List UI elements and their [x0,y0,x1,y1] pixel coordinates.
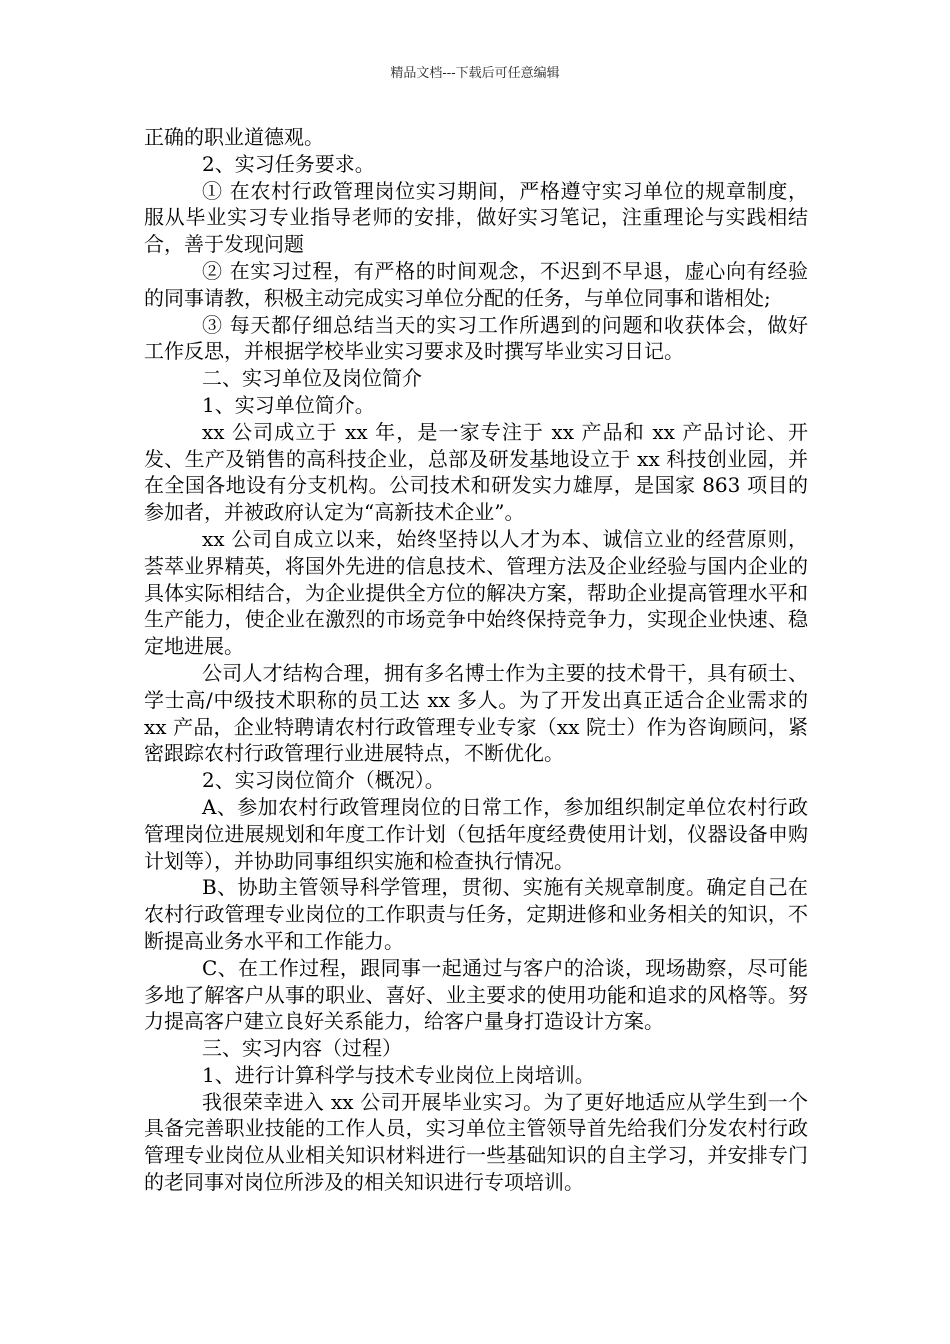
paragraph-company-principles: xx 公司自成立以来，始终坚持以人才为本、诚信立业的经营原则，荟萃业界精英，将国外先进的信息技术、管理方法及企业经验与国内企业的具体实际相结合，为企业提供全方位的解决方案，帮助企业提高管理水平和生产能力，使企业在激烈的市场竞争中始终保持竞争力，实现企业快速、稳定地进展。 [144,526,808,659]
paragraph-duty-a: A、参加农村行政管理岗位的日常工作，参加组织制定单位农村行政管理岗位进展规划和年度工作计划（包括年度经费使用计划，仪器设备申购计划等），并协助同事组织实施和检查执行情况。 [144,794,808,873]
paragraph-requirement-2: ② 在实习过程，有严格的时间观念，不迟到不早退，虚心向有经验的同事请教，积极主动完成实习单位分配的任务，与单位同事和谐相处; [144,258,808,310]
heading-section-3: 三、实习内容（过程） [202,1036,402,1061]
paragraph-requirement-3: ③ 每天都仔细总结当天的实习工作所遇到的问题和收获体会，做好工作反思，并根据学校毕业实习要求及时撰写毕业实习日记。 [144,312,808,364]
heading-task-requirements: 2、实习任务要求。 [202,151,375,176]
paragraph-intro-tail: 正确的职业道德观。 [144,125,324,149]
heading-unit-intro: 1、实习单位简介。 [202,392,375,417]
page-header: 精品文档---下载后可任意编辑 [390,66,560,81]
paragraph-company-talent: 公司人才结构合理，拥有多名博士作为主要的技术骨干，具有硕士、学士高/中级技术职称的员工达 xx 多人。为了开发出真正适合企业需求的 xx 产品，企业特聘请农村行政管理专业专家（xx 院士）作为咨询顾问，紧密跟踪农村行政管理行业进展特点，不断优化。 [144,660,808,766]
paragraph-company-overview: xx 公司成立于 xx 年，是一家专注于 xx 产品和 xx 产品讨论、开发、生产及销售的高科技企业，总部及研发基地设立于 xx 科技创业园，并在全国各地设有分支机构。公司技术和研发实力雄厚，是国家 863 项目的参加者，并被政府认定为“高新技术企业”。 [144,419,808,525]
heading-training: 1、进行计算科学与技术专业岗位上岗培训。 [202,1062,595,1087]
paragraph-training-detail: 我很荣幸进入 xx 公司开展毕业实习。为了更好地适应从学生到一个具备完善职业技能的工作人员，实习单位主管领导首先给我们分发农村行政管理专业岗位从业相关知识材料进行一些基础知识的自主学习，并安排专门的老同事对岗位所涉及的相关知识进行专项培训。 [144,1089,808,1195]
heading-section-2: 二、实习单位及岗位简介 [202,366,422,391]
document-body [144,124,808,1196]
heading-position-intro: 2、实习岗位简介（概况）。 [202,768,445,793]
paragraph-requirement-1: ① 在农村行政管理岗位实习期间，严格遵守实习单位的规章制度，服从毕业实习专业指导老师的安排，做好实习笔记，注重理论与实践相结合，善于发现问题 [144,178,808,257]
paragraph-duty-c: C、在工作过程，跟同事一起通过与客户的洽谈，现场勘察，尽可能多地了解客户从事的职业、喜好、业主要求的使用功能和追求的风格等。努力提高客户建立良好关系能力，给客户量身打造设计方案。 [144,955,808,1034]
paragraph-duty-b: B、协助主管领导科学管理，贯彻、实施有关规章制度。确定自己在农村行政管理专业岗位的工作职责与任务，定期进修和业务相关的知识，不断提高业务水平和工作能力。 [144,875,808,953]
